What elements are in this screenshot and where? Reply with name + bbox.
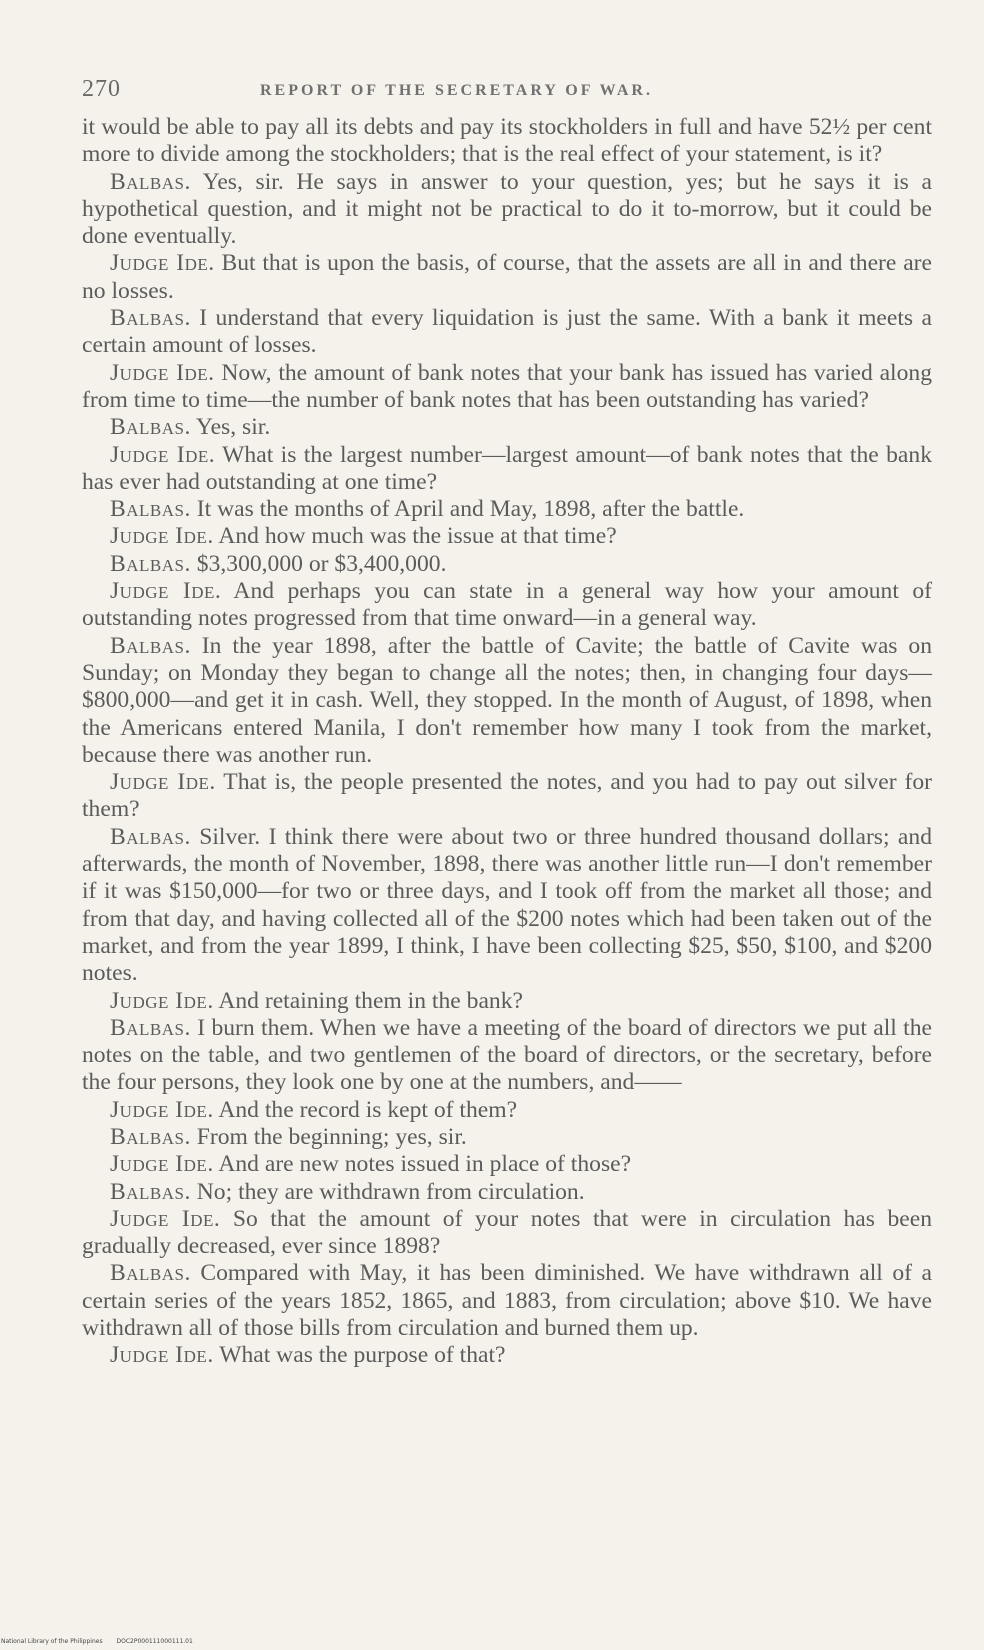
paragraph-text: And perhaps you can state in a general way how your amount of outstanding notes progressed from that time onward—in a general way. [82,578,932,632]
running-head: REPORT OF THE SECRETARY OF WAR. [260,82,653,99]
speaker-label: Balbas. [110,632,191,659]
paragraph-text: And how much was the issue at that time? [213,523,617,550]
speaker-label: Judge Ide. [110,578,222,605]
speaker-label: Judge Ide. [110,359,215,386]
speaker-label: Judge Ide. [110,987,214,1014]
paragraph-text: No; they are withdrawn from circulation. [190,1178,585,1205]
paragraph-text: Silver. I think there were about two or three hundred thousand dollars; and afterwards, the month of November, 1898, there was another little run—I don't remember if it was $150,000—for two or three days, and I took off from the market all those; and from that day, and having collected all of the $200 notes which had been taken out of the market, and from the year 1899, I think, I have been collecting $25, $50, $100, and $200 notes. [82,823,932,987]
paragraph [82,496,932,523]
paragraph-text: It was the months of April and May, 1898, after the battle. [190,496,745,523]
body-text [82,114,932,1370]
paragraph [82,305,932,360]
footer [1,1638,193,1645]
speaker-label: Balbas. [110,1178,191,1205]
paragraph-text: What is the largest number—largest amount—of bank notes that the bank has ever had outstanding at one time? [82,441,932,495]
speaker-label: Balbas. [110,823,191,850]
speaker-label: Balbas. [110,305,191,332]
speaker-label: Balbas. [110,1014,191,1041]
paragraph [82,1342,932,1369]
paragraph-text: Yes, sir. [190,414,271,441]
paragraph-text: And the record is kept of them? [213,1096,518,1123]
paragraph-text: In the year 1898, after the battle of Cavite; the battle of Cavite was on Sunday; on Monday they began to change all the notes; then, in changing four days—$800,000—and get it in cash. Well, they stopped. In the month of August, of 1898, when the Americans entered Manila, I don't remember how many I took from the market, because there was another run. [82,632,932,768]
paragraph-text: What was the purpose of that? [213,1342,506,1369]
paragraph-text: That is, the people presented the notes, and you had to pay out silver for them? [82,769,933,823]
paragraph [82,988,932,1015]
paragraph [82,114,932,169]
speaker-label: Judge Ide. [110,250,215,277]
page-number: 270 [82,76,121,102]
paragraph [82,442,932,497]
paragraph [82,360,932,415]
speaker-label: Judge Ide. [110,1342,214,1369]
paragraph-text: But that is upon the basis, of course, that the assets are all in and there are no losses. [82,250,932,304]
speaker-label: Balbas. [110,414,191,441]
paragraph-text: So that the amount of your notes that were in circulation has been gradually decreased, ever since 1898? [82,1205,932,1260]
speaker-label: Judge Ide. [110,1096,214,1123]
paragraph [82,1097,932,1124]
paragraph [82,824,932,988]
speaker-label: Judge Ide. [110,1151,214,1178]
paragraph [82,1260,932,1342]
paragraph-text: Yes, sir. He says in answer to your question, yes; but he says it is a hypothetical question, and it might not be practical to do it to-morrow, but it could be done eventually. [82,168,932,250]
speaker-label: Judge Ide. [110,523,214,550]
paragraph [82,169,932,251]
paragraph [82,1179,932,1206]
paragraph [82,769,932,824]
document-page [82,70,932,1370]
paragraph [82,578,932,633]
library-credit: National Library of the Philippines [1,1638,103,1645]
paragraph [82,633,932,769]
paragraph-text: And retaining them in the bank? [213,987,523,1014]
page-header [82,70,932,106]
paragraph [82,1206,932,1261]
speaker-label: Balbas. [110,550,191,577]
speaker-label: Judge Ide. [110,1205,221,1232]
speaker-label: Balbas. [110,168,191,195]
paragraph-text: And are new notes issued in place of those? [213,1151,632,1178]
paragraph [82,523,932,550]
paragraph-text: From the beginning; yes, sir. [190,1123,467,1150]
file-id: DOC2P000111000111.01 [116,1638,193,1645]
paragraph [82,250,932,305]
paragraph [82,414,932,441]
paragraph-text: Compared with May, it has been diminished. We have withdrawn all of a certain series of the years 1852, 1865, and 1883, from circulation; above $10. We have withdrawn all of those bills from circulation and burned them up. [82,1260,932,1342]
speaker-label: Judge Ide. [110,769,216,796]
speaker-label: Balbas. [110,496,191,523]
paragraph [82,1151,932,1178]
paragraph-text: I burn them. When we have a meeting of the board of directors we put all the notes on the table, and two gentlemen of the board of directors, or the secretary, before the four persons, they look one by one at the numbers, and—— [82,1014,932,1096]
paragraph-text: Now, the amount of bank notes that your bank has issued has varied along from time to time—the number of bank notes that has been outstanding has varied? [82,359,932,413]
speaker-label: Balbas. [110,1123,191,1150]
paragraph [82,551,932,578]
speaker-label: Judge Ide. [110,441,216,468]
paragraph [82,1124,932,1151]
paragraph [82,1015,932,1097]
speaker-label: Balbas. [110,1260,191,1287]
paragraph-text: I understand that every liquidation is just the same. With a bank it meets a certain amount of losses. [82,305,932,359]
paragraph-text: it would be able to pay all its debts and pay its stockholders in full and have 52½ per cent more to divide among the stockholders; that is the real effect of your statement, is it? [82,114,932,168]
paragraph-text: $3,300,000 or $3,400,000. [190,550,447,577]
